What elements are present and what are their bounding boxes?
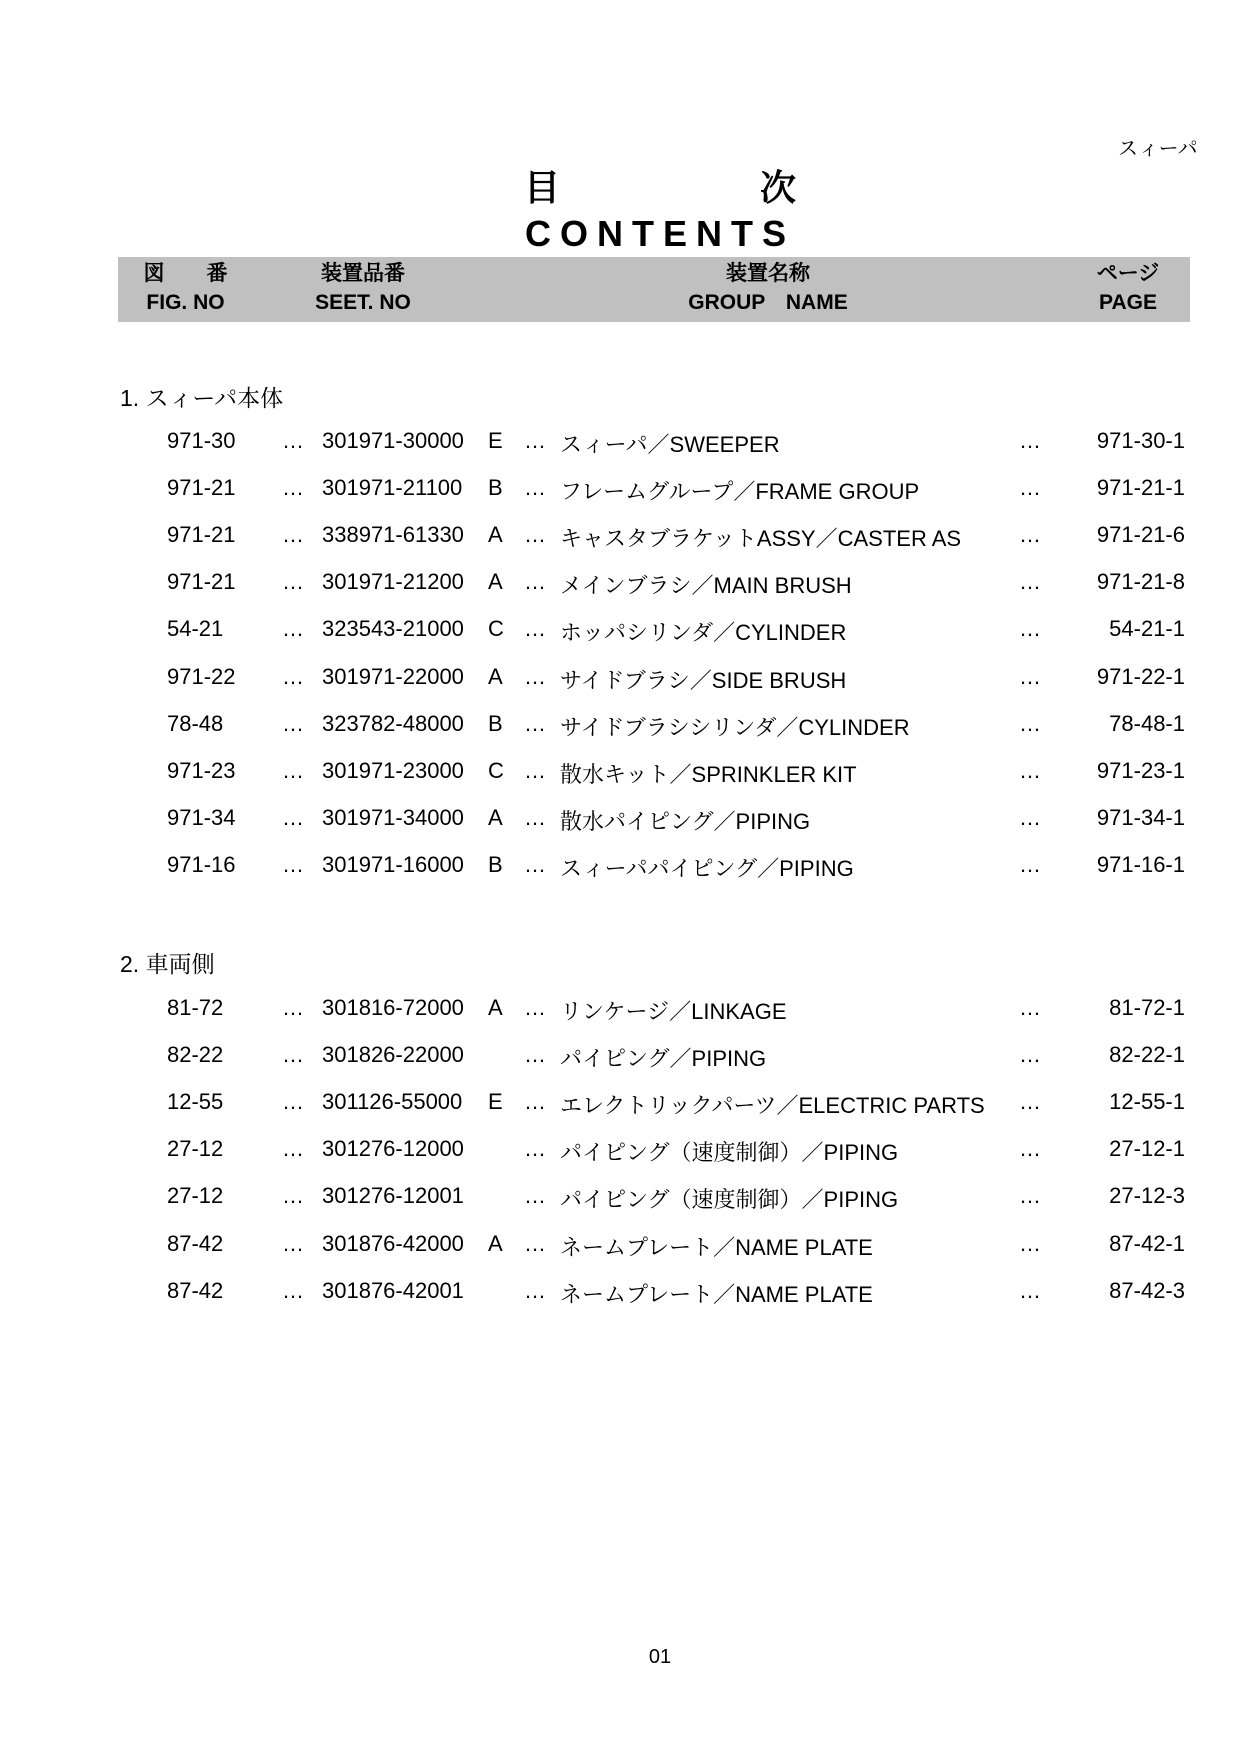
revision: A <box>488 663 503 689</box>
fig-number: 78-48 <box>167 710 224 736</box>
sheet-number: 301276-12000 <box>322 1136 464 1162</box>
page-ref: 971-22-1 <box>1096 663 1185 689</box>
header-name-en: GROUP NAME <box>688 291 848 314</box>
leader-dots: … <box>282 1183 304 1209</box>
leader-dots: … <box>282 569 304 595</box>
header-name-jp: 装置名称 <box>726 262 810 285</box>
leader-dots: … <box>524 522 546 548</box>
leader-dots: … <box>524 1089 546 1115</box>
group-name: パイピング（速度制御）／PIPING <box>560 1140 899 1166</box>
revision: A <box>488 804 503 830</box>
page-title-japanese <box>0 160 1240 211</box>
leader-dots: … <box>282 663 304 689</box>
group-name: フレームグループ／FRAME GROUP <box>560 479 920 505</box>
page-ref: 82-22-1 <box>1109 1042 1185 1068</box>
revision: C <box>488 757 504 783</box>
sheet-number: 338971-61330 <box>322 522 464 548</box>
page-number: 01 <box>648 1646 672 1668</box>
revision: E <box>488 1089 503 1115</box>
table-row <box>0 616 1240 646</box>
leader-dots: … <box>1019 569 1041 595</box>
group-name: ホッパシリンダ／CYLINDER <box>560 620 847 646</box>
page-title: CONTENTS <box>525 213 795 254</box>
group-name: スィーパ／SWEEPER <box>560 432 780 457</box>
leader-dots: … <box>282 616 304 642</box>
page-ref: 12-55-1 <box>1109 1089 1185 1115</box>
header-page-en: PAGE <box>1099 291 1157 314</box>
sheet-number: 301816-72000 <box>322 995 464 1020</box>
leader-dots: … <box>524 428 546 453</box>
group-name: エレクトリックパーツ／ELECTRIC PARTS <box>560 1093 985 1119</box>
group-name: ネームプレート／NAME PLATE <box>560 1234 873 1260</box>
header-seet-jp: 装置品番 <box>321 262 405 285</box>
sheet-number: 301971-21100 <box>322 475 463 501</box>
leader-dots: … <box>524 616 546 642</box>
leader-dots: … <box>282 710 304 736</box>
leader-dots: … <box>282 1230 304 1256</box>
page-ref: 971-21-1 <box>1096 475 1185 501</box>
header-seet-en: SEET. NO <box>315 291 411 314</box>
leader-dots: … <box>1019 1230 1041 1256</box>
fig-number: 54-21 <box>167 616 224 642</box>
revision: A <box>488 522 503 548</box>
fig-number: 87-42 <box>167 1230 224 1256</box>
sheet-number: 301971-30000 <box>322 428 464 453</box>
group-name: サイドブラシ／SIDE BRUSH <box>560 667 847 693</box>
sheet-number: 301876-42001 <box>322 1277 464 1303</box>
fig-number: 82-22 <box>167 1042 224 1068</box>
leader-dots: … <box>1019 804 1041 830</box>
header-page-jp: ページ <box>1096 262 1160 285</box>
group-name: リンケージ／LINKAGE <box>560 999 787 1024</box>
leader-dots: … <box>282 1042 304 1068</box>
leader-dots: … <box>524 804 546 830</box>
revision: B <box>488 710 503 736</box>
sheet-number: 301276-12001 <box>322 1183 464 1209</box>
leader-dots: … <box>282 995 304 1020</box>
leader-dots: … <box>1019 522 1041 548</box>
leader-dots: … <box>524 663 546 689</box>
revision: B <box>488 851 503 877</box>
table-row <box>0 1278 1240 1308</box>
page-ref: 971-21-8 <box>1096 569 1185 595</box>
page-ref: 78-48-1 <box>1109 710 1185 736</box>
leader-dots: … <box>524 475 546 501</box>
leader-dots: … <box>282 428 304 453</box>
page-ref: 971-30-1 <box>1096 428 1185 453</box>
revision: B <box>488 475 503 501</box>
fig-number: 971-16 <box>167 851 236 877</box>
fig-number: 971-21 <box>167 522 236 548</box>
fig-number: 971-30 <box>167 428 236 453</box>
sheet-number: 301126-55000 <box>322 1089 463 1115</box>
fig-number: 27-12 <box>167 1136 224 1162</box>
leader-dots: … <box>282 522 304 548</box>
leader-dots: … <box>1019 475 1041 501</box>
group-name: サイドブラシシリンダ／CYLINDER <box>560 714 910 740</box>
leader-dots: … <box>524 1183 546 1209</box>
fig-number: 971-34 <box>167 804 236 830</box>
group-name: パイピング／PIPING <box>560 1046 767 1072</box>
leader-dots: … <box>524 1136 546 1162</box>
leader-dots: … <box>1019 663 1041 689</box>
leader-dots: … <box>524 1277 546 1303</box>
leader-dots: … <box>1019 757 1041 783</box>
table-row <box>0 428 1240 458</box>
fig-number: 27-12 <box>167 1183 224 1209</box>
fig-number: 87-42 <box>167 1277 224 1303</box>
table-row <box>0 1042 1240 1072</box>
page-ref: 54-21-1 <box>1109 616 1185 642</box>
leader-dots: … <box>282 851 304 877</box>
table-row <box>0 995 1240 1025</box>
leader-dots: … <box>282 1089 304 1115</box>
leader-dots: … <box>1019 428 1041 453</box>
group-name: キャスタブラケットASSY／CASTER AS <box>560 526 962 552</box>
fig-number: 12-55 <box>167 1089 224 1115</box>
fig-number: 81-72 <box>167 995 224 1020</box>
fig-number: 971-23 <box>167 757 236 783</box>
leader-dots: … <box>1019 1089 1041 1115</box>
leader-dots: … <box>1019 995 1041 1020</box>
fig-number: 971-22 <box>167 663 236 689</box>
document-category-label: スィーパ <box>1118 138 1198 160</box>
group-name: 散水キット／SPRINKLER KIT <box>560 761 857 787</box>
leader-dots: … <box>524 995 546 1020</box>
leader-dots: … <box>282 804 304 830</box>
leader-dots: … <box>524 1230 546 1256</box>
sheet-number: 301971-16000 <box>322 851 464 877</box>
revision: A <box>488 1230 503 1256</box>
group-name: メインブラシ／MAIN BRUSH <box>560 573 852 599</box>
title-char: 目 <box>523 167 560 208</box>
fig-number: 971-21 <box>167 569 236 595</box>
leader-dots: … <box>1019 1277 1041 1303</box>
sheet-number: 301826-22000 <box>322 1042 464 1068</box>
table-row <box>0 522 1240 552</box>
leader-dots: … <box>282 1277 304 1303</box>
table-row <box>0 1136 1240 1166</box>
leader-dots: … <box>1019 1042 1041 1068</box>
table-row <box>0 569 1240 599</box>
table-header <box>118 257 1190 322</box>
page-ref: 971-23-1 <box>1096 757 1185 783</box>
revision: A <box>488 995 503 1020</box>
page-ref: 87-42-3 <box>1109 1277 1185 1303</box>
table-row <box>0 711 1240 741</box>
sheet-number: 301971-21200 <box>322 569 464 595</box>
page-ref: 81-72-1 <box>1109 995 1185 1020</box>
group-name: スィーパパイピング／PIPING <box>560 855 854 881</box>
page-ref: 27-12-3 <box>1109 1183 1185 1209</box>
sheet-number: 301971-34000 <box>322 804 464 830</box>
leader-dots: … <box>282 475 304 501</box>
group-name: 散水パイピング／PIPING <box>560 808 811 834</box>
header-fig-jp: 図 番 <box>143 262 228 285</box>
table-row <box>0 805 1240 835</box>
page-ref: 971-34-1 <box>1096 804 1185 830</box>
page-ref: 27-12-1 <box>1109 1136 1185 1162</box>
sheet-number: 301971-22000 <box>322 663 464 689</box>
revision: A <box>488 569 503 595</box>
sheet-number: 301876-42000 <box>322 1230 464 1256</box>
table-row <box>0 475 1240 505</box>
group-name: パイピング（速度制御）／PIPING <box>560 1187 899 1213</box>
page-ref: 971-21-6 <box>1096 522 1185 548</box>
leader-dots: … <box>1019 1136 1041 1162</box>
table-row <box>0 852 1240 882</box>
revision: C <box>488 616 504 642</box>
section-heading: 1. スィーパ本体 <box>120 385 284 411</box>
sheet-number: 301971-23000 <box>322 757 464 783</box>
table-row <box>0 1231 1240 1261</box>
page-ref: 971-16-1 <box>1096 851 1185 877</box>
leader-dots: … <box>524 757 546 783</box>
leader-dots: … <box>524 710 546 736</box>
leader-dots: … <box>1019 851 1041 877</box>
page-ref: 87-42-1 <box>1109 1230 1185 1256</box>
section-heading: 2. 車両側 <box>120 951 215 977</box>
table-row <box>0 758 1240 788</box>
leader-dots: … <box>1019 710 1041 736</box>
table-row <box>0 1089 1240 1119</box>
table-row <box>0 664 1240 694</box>
group-name: ネームプレート／NAME PLATE <box>560 1281 873 1307</box>
leader-dots: … <box>282 757 304 783</box>
leader-dots: … <box>524 851 546 877</box>
leader-dots: … <box>1019 1183 1041 1209</box>
sheet-number: 323782-48000 <box>322 710 464 736</box>
leader-dots: … <box>524 569 546 595</box>
header-fig-en: FIG. NO <box>146 291 225 314</box>
sheet-number: 323543-21000 <box>322 616 464 642</box>
table-row <box>0 1183 1240 1213</box>
fig-number: 971-21 <box>167 475 236 501</box>
leader-dots: … <box>524 1042 546 1068</box>
leader-dots: … <box>1019 616 1041 642</box>
leader-dots: … <box>282 1136 304 1162</box>
revision: E <box>488 428 503 453</box>
title-char: 次 <box>760 167 797 208</box>
